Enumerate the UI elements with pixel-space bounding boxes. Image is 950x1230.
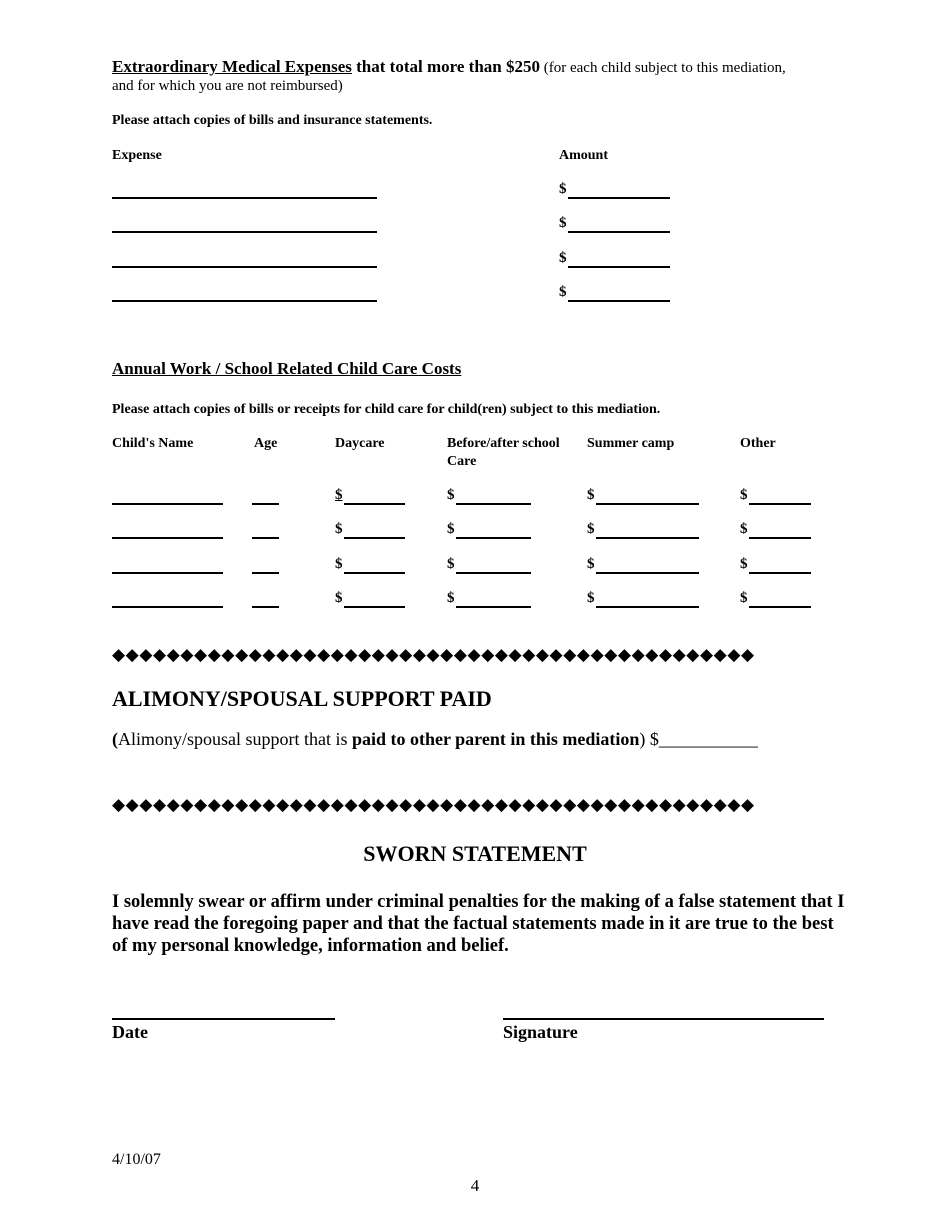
before-after-field[interactable] xyxy=(456,503,531,505)
currency-sign: $ xyxy=(740,556,748,572)
childcare-heading: Annual Work / School Related Child Care Costs xyxy=(112,359,462,378)
currency-sign: $ xyxy=(559,181,567,197)
summer-camp-field[interactable] xyxy=(596,503,699,505)
medical-heading-threshold: that total more than $250 xyxy=(351,57,540,76)
medical-attach-note: Please attach copies of bills and insurance statements. xyxy=(112,113,433,128)
signature-field[interactable] xyxy=(503,1018,824,1020)
medical-heading-title: Extraordinary Medical Expenses xyxy=(112,57,352,76)
expense-field[interactable] xyxy=(112,266,377,268)
currency-sign: $ xyxy=(447,590,455,606)
child-age-field[interactable] xyxy=(252,606,279,608)
before-after-field[interactable] xyxy=(456,572,531,574)
other-field[interactable] xyxy=(749,606,811,608)
currency-sign: $ xyxy=(335,556,343,572)
amount-field[interactable] xyxy=(568,266,670,268)
childcare-attach-note: Please attach copies of bills or receipts for child care for child(ren) subject to this mediation. xyxy=(112,402,661,417)
currency-sign: $ xyxy=(335,590,343,606)
child-name-field[interactable] xyxy=(112,503,223,505)
other-field[interactable] xyxy=(749,503,811,505)
expense-field[interactable] xyxy=(112,300,377,302)
childcare-col-age: Age xyxy=(254,436,278,451)
alimony-amount-field[interactable]: ) $___________ xyxy=(639,729,758,749)
other-field[interactable] xyxy=(749,537,811,539)
currency-sign: $ xyxy=(447,521,455,537)
sworn-heading: SWORN STATEMENT xyxy=(363,841,587,866)
childcare-col-daycare: Daycare xyxy=(335,436,385,451)
date-field[interactable] xyxy=(112,1018,335,1020)
child-age-field[interactable] xyxy=(252,503,279,505)
currency-sign: $ xyxy=(335,521,343,537)
currency-sign: $ xyxy=(587,590,595,606)
before-after-field[interactable] xyxy=(456,537,531,539)
expense-field[interactable] xyxy=(112,197,377,199)
daycare-field[interactable] xyxy=(344,606,405,608)
alimony-statement xyxy=(112,729,758,750)
medical-heading-note: (for each child subject to this mediation, xyxy=(539,60,786,76)
expense-field[interactable] xyxy=(112,231,377,233)
childcare-col-other: Other xyxy=(740,436,776,451)
diamond-divider: ◆◆◆◆◆◆◆◆◆◆◆◆◆◆◆◆◆◆◆◆◆◆◆◆◆◆◆◆◆◆◆◆◆◆◆◆◆◆◆◆◆◆◆◆◆◆◆ xyxy=(112,795,755,814)
currency-sign: $ xyxy=(447,487,455,503)
amount-field[interactable] xyxy=(568,231,670,233)
currency-sign: $ xyxy=(587,556,595,572)
child-name-field[interactable] xyxy=(112,606,223,608)
currency-sign: $ xyxy=(740,521,748,537)
currency-sign: $ xyxy=(740,590,748,606)
summer-camp-field[interactable] xyxy=(596,606,699,608)
diamond-divider: ◆◆◆◆◆◆◆◆◆◆◆◆◆◆◆◆◆◆◆◆◆◆◆◆◆◆◆◆◆◆◆◆◆◆◆◆◆◆◆◆◆◆◆◆◆◆◆ xyxy=(112,645,755,664)
currency-sign: $ xyxy=(447,556,455,572)
currency-sign: $ xyxy=(335,487,343,503)
childcare-col-before-after: Before/after school xyxy=(447,436,560,451)
date-label: Date xyxy=(112,1022,148,1042)
currency-sign: $ xyxy=(559,284,567,300)
amount-field[interactable] xyxy=(568,197,670,199)
alimony-text-bold: paid to other parent in this mediation xyxy=(352,729,640,749)
childcare-col-summer: Summer camp xyxy=(587,436,675,451)
medical-heading xyxy=(112,57,852,78)
alimony-text: Alimony/spousal support that is xyxy=(118,729,352,749)
currency-sign: $ xyxy=(587,521,595,537)
child-name-field[interactable] xyxy=(112,572,223,574)
signature-label: Signature xyxy=(503,1022,578,1042)
other-field[interactable] xyxy=(749,572,811,574)
page-number: 4 xyxy=(470,1176,480,1195)
daycare-field[interactable] xyxy=(344,572,405,574)
alimony-heading: ALIMONY/SPOUSAL SUPPORT PAID xyxy=(112,686,492,711)
sworn-statement-text: I solemnly swear or affirm under criminal penalties for the making of a false statement that I have read the foregoing paper and that the factual statements made in it are true to the best of my personal knowledge, information and belief. xyxy=(112,892,845,956)
daycare-field[interactable] xyxy=(344,537,405,539)
summer-camp-field[interactable] xyxy=(596,572,699,574)
daycare-field[interactable] xyxy=(344,503,405,505)
childcare-col-name: Child's Name xyxy=(112,436,194,451)
currency-sign: $ xyxy=(559,215,567,231)
child-age-field[interactable] xyxy=(252,572,279,574)
childcare-col-before-after-2: Care xyxy=(447,454,477,469)
currency-sign: $ xyxy=(740,487,748,503)
child-name-field[interactable] xyxy=(112,537,223,539)
before-after-field[interactable] xyxy=(456,606,531,608)
currency-sign: $ xyxy=(559,250,567,266)
amount-field[interactable] xyxy=(568,300,670,302)
alimony-open-paren: ( xyxy=(112,729,118,749)
footer-date: 4/10/07 xyxy=(112,1151,161,1168)
medical-heading-note-2: and for which you are not reimbursed) xyxy=(112,78,343,94)
medical-col-expense: Expense xyxy=(112,148,162,163)
summer-camp-field[interactable] xyxy=(596,537,699,539)
medical-col-amount: Amount xyxy=(559,148,609,163)
child-age-field[interactable] xyxy=(252,537,279,539)
currency-sign: $ xyxy=(587,487,595,503)
